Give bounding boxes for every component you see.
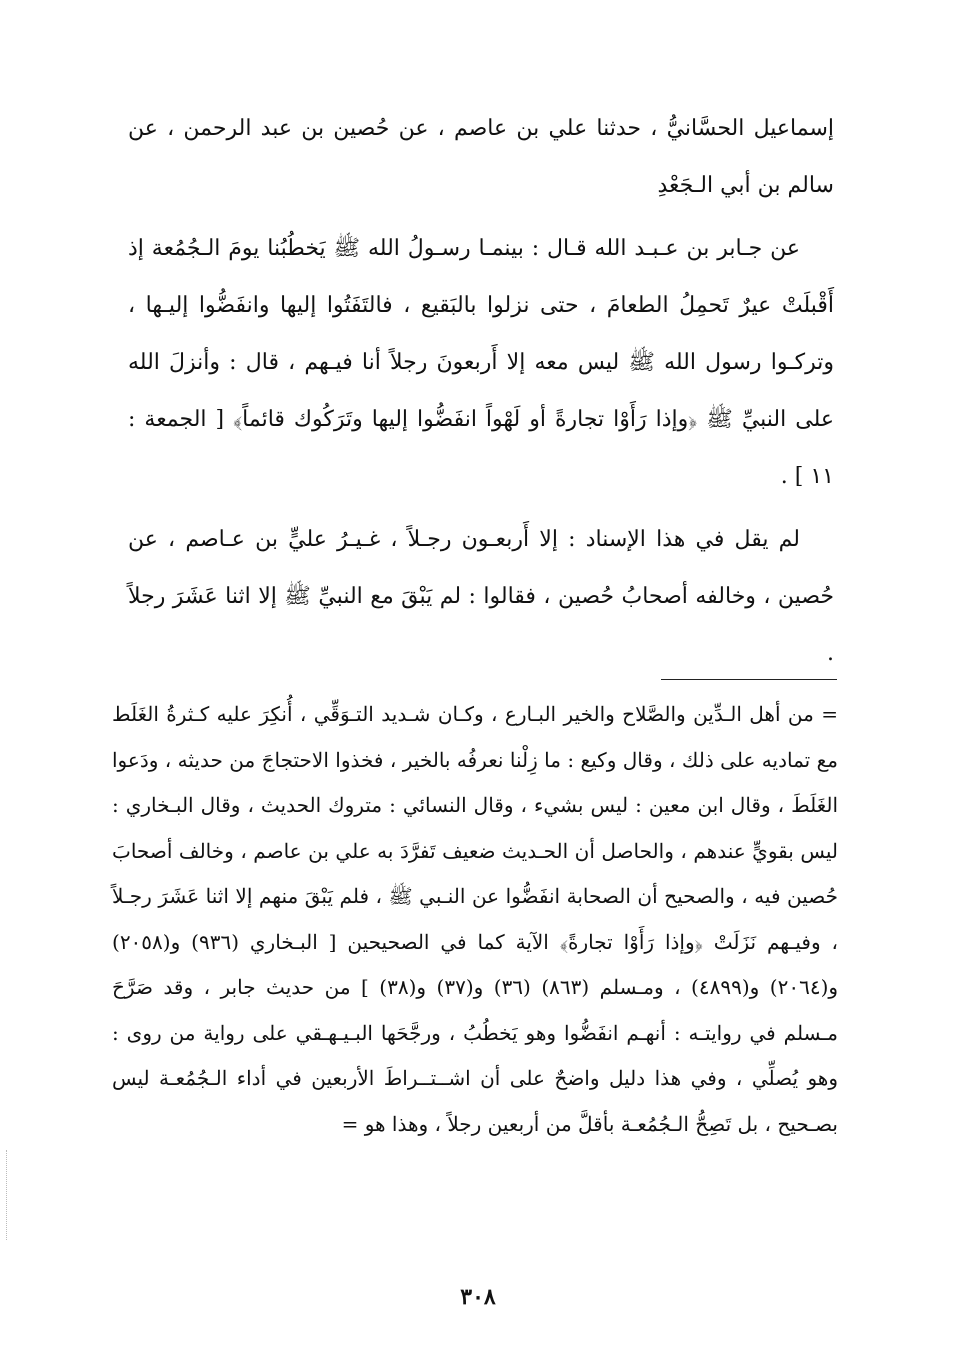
main-paragraph-hadith: عن جـابر بن عـبـد الله قـال : بينمـا رسـولُ الله ﷺ يَخطُبُنا يومَ الـجُمُعة إذ أَقْبلَتْ عيرٌ تَحمِلُ الطعامَ ، حتى نزلوا بالبَقيع ، فالتَفَتُوا إليها وانفَضُّوا إليـها ، وتركـوا رسول الله ﷺ ليس معه إلا أَربعونَ رجلاً أنا فيـهم ، قال : وأنزلَ الله على النبيِّ ﷺ ﴿وإذا رَأَوْا تجارةً أو لَهْواً انفَضُّوا إليها وتَرَكُوك قائماً﴾ [ الجمعة : ١١ ] . <box>128 236 835 489</box>
page-number: ٣٠٨ <box>460 1284 496 1310</box>
main-text <box>128 100 834 688</box>
main-paragraph-isnad: إسماعيل الحسَّانيُّ ، حدثنا علي بن عاصم ، عن حُصين بن عبد الرحمن ، عن سالم بن أبي الـجَعْدِ <box>128 116 834 198</box>
main-paragraph-commentary: لم يقل في هذا الإسناد : إلا أَربعـون رجـلاً ، غـيـرُ عليٍّ بن عـاصم ، عن حُصين ، وخالفه أصحابُ حُصين ، فقالوا : لم يَبْقَ مع النبيِّ ﷺ إلا اثنا عَشَرَ رجلاً . <box>128 527 834 666</box>
footnote-divider <box>661 679 837 680</box>
footnote: = من أهل الـدِّين والصَّلاح والخير البـارع ، وكـان شـديد التـوَقِّي ، أُنكِرَ عليه كـثرةُ الغَلَط مع تماديه على ذلك ، وقال وكيع : ما زِلْنا نعرفُه بالخير ، فخذوا الاحتجاجَ من حديثه ، ودَعوا الغَلَطَ ، وقال ابن معين : ليس بشيء ، وقال النسائي : متروك الحديث ، وقال البـخاري : ليس بقويٍّ عندهم ، والحاصل أن الحـديث ضعيف تَفرَّدَ به علي بن عاصم ، وخالف أصحابَ حُصين فيه ، والصحيح أن الصحابة انفَضُّوا عن النـبي ﷺ ، فلم يَبْقَ منهم إلا اثنا عَشَرَ رجـلاً ، وفيـهم نَزَلَتْ ﴿وإذا رَأَوْا تجارةً﴾ الآية كما في الصحيحين [ البـخاري (٩٣٦) و(٢٠٥٨) و(٢٠٦٤) و(٤٨٩٩) ، ومـسلم (٨٦٣) (٣٦) و(٣٧) و(٣٨) ] من حديث جابر ، وقد صَرَّحَ مـسلم في روايتـه : أنهـم انفَضُّوا وهو يَخطُبُ ، ورجَّحَها البـيـهـقي على رواية من روى : وهو يُصلِّي ، وفي هذا دليل واضحٌ على أن اشــتــراطَ الأربعين في أداء الـجُمُعـة ليس بصـحيح ، بل تَصِحُّ الـجُمُعـة بأقلَّ من أربعين رجلاً ، وهذا هو = <box>112 702 839 1136</box>
margin-mark <box>6 1150 7 1240</box>
